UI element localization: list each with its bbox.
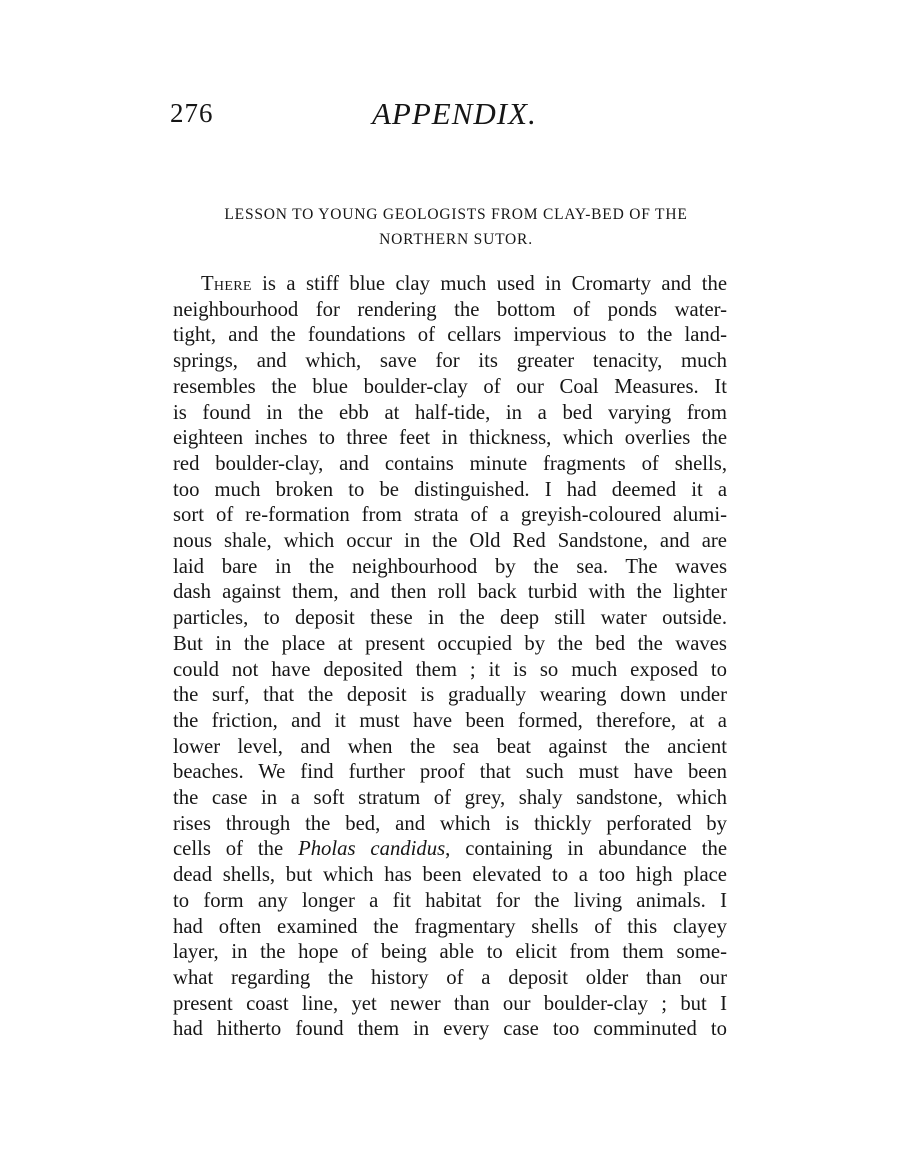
page-number: 276 <box>170 98 214 128</box>
body-line: is found in the ebb at half-tide, in a bed varying from <box>173 401 727 424</box>
body-line: the surf, that the deposit is gradually wearing down under <box>173 684 727 707</box>
body-line: red boulder-clay, and contains minute fragments of shells, <box>173 452 727 475</box>
body-line: what regarding the history of a deposit older than our <box>173 966 727 989</box>
body-line: lower level, and when the sea beat against the ancient <box>173 735 727 758</box>
body-line: neighbourhood for rendering the bottom of ponds water- <box>173 298 727 321</box>
body-line: cells of the Pholas candidus, containing in abundance the <box>173 838 727 861</box>
opening-word: There <box>201 273 252 295</box>
body-line <box>173 272 727 298</box>
body-line: beaches. We find further proof that such must have been <box>173 761 727 784</box>
body-line: laid bare in the neighbourhood by the sea. The waves <box>173 555 727 578</box>
body-line: But in the place at present occupied by the bed the waves <box>173 632 727 655</box>
section-title-line-2: NORTHERN SUTOR. <box>379 231 533 248</box>
body-line: eighteen inches to three feet in thickness, which overlies the <box>173 427 727 450</box>
body-line: could not have deposited them ; it is so much exposed to <box>173 658 727 681</box>
body-line: dead shells, but which has been elevated to a too high place <box>173 864 727 887</box>
body-line: tight, and the foundations of cellars impervious to the land- <box>173 324 727 347</box>
body-line: the case in a soft stratum of grey, shaly sandstone, which <box>173 787 727 810</box>
body-line: nous shale, which occur in the Old Red Sandstone, and are <box>173 530 727 553</box>
body-line-text: is a stiff blue clay much used in Cromarty and the <box>251 273 727 295</box>
running-head: APPENDIX. <box>372 96 537 131</box>
body-line: too much broken to be distinguished. I had deemed it a <box>173 478 727 501</box>
body-line: rises through the bed, and which is thickly perforated by <box>173 812 727 835</box>
species-name: Pholas candidus <box>298 838 446 861</box>
body-line: particles, to deposit these in the deep still water outside. <box>173 607 727 630</box>
section-title <box>186 202 726 252</box>
section-title-line-1: LESSON TO YOUNG GEOLOGISTS FROM CLAY-BED OF THE <box>224 206 688 223</box>
body-line: layer, in the hope of being able to elicit from them some- <box>173 941 727 964</box>
body-line: springs, and which, save for its greater tenacity, much <box>173 350 727 373</box>
body-line: sort of re-formation from strata of a greyish-coloured alumi- <box>173 504 727 527</box>
body-line: to form any longer a fit habitat for the living animals. I <box>173 889 727 912</box>
body-paragraph <box>173 272 727 1043</box>
body-line: had often examined the fragmentary shells of this clayey <box>173 915 727 938</box>
body-line: had hitherto found them in every case too comminuted to <box>173 1018 727 1041</box>
body-line: present coast line, yet newer than our boulder-clay ; but I <box>173 992 727 1015</box>
body-line: the friction, and it must have been formed, therefore, at a <box>173 709 727 732</box>
body-line: resembles the blue boulder-clay of our Coal Measures. It <box>173 375 727 398</box>
body-line: dash against them, and then roll back turbid with the lighter <box>173 581 727 604</box>
